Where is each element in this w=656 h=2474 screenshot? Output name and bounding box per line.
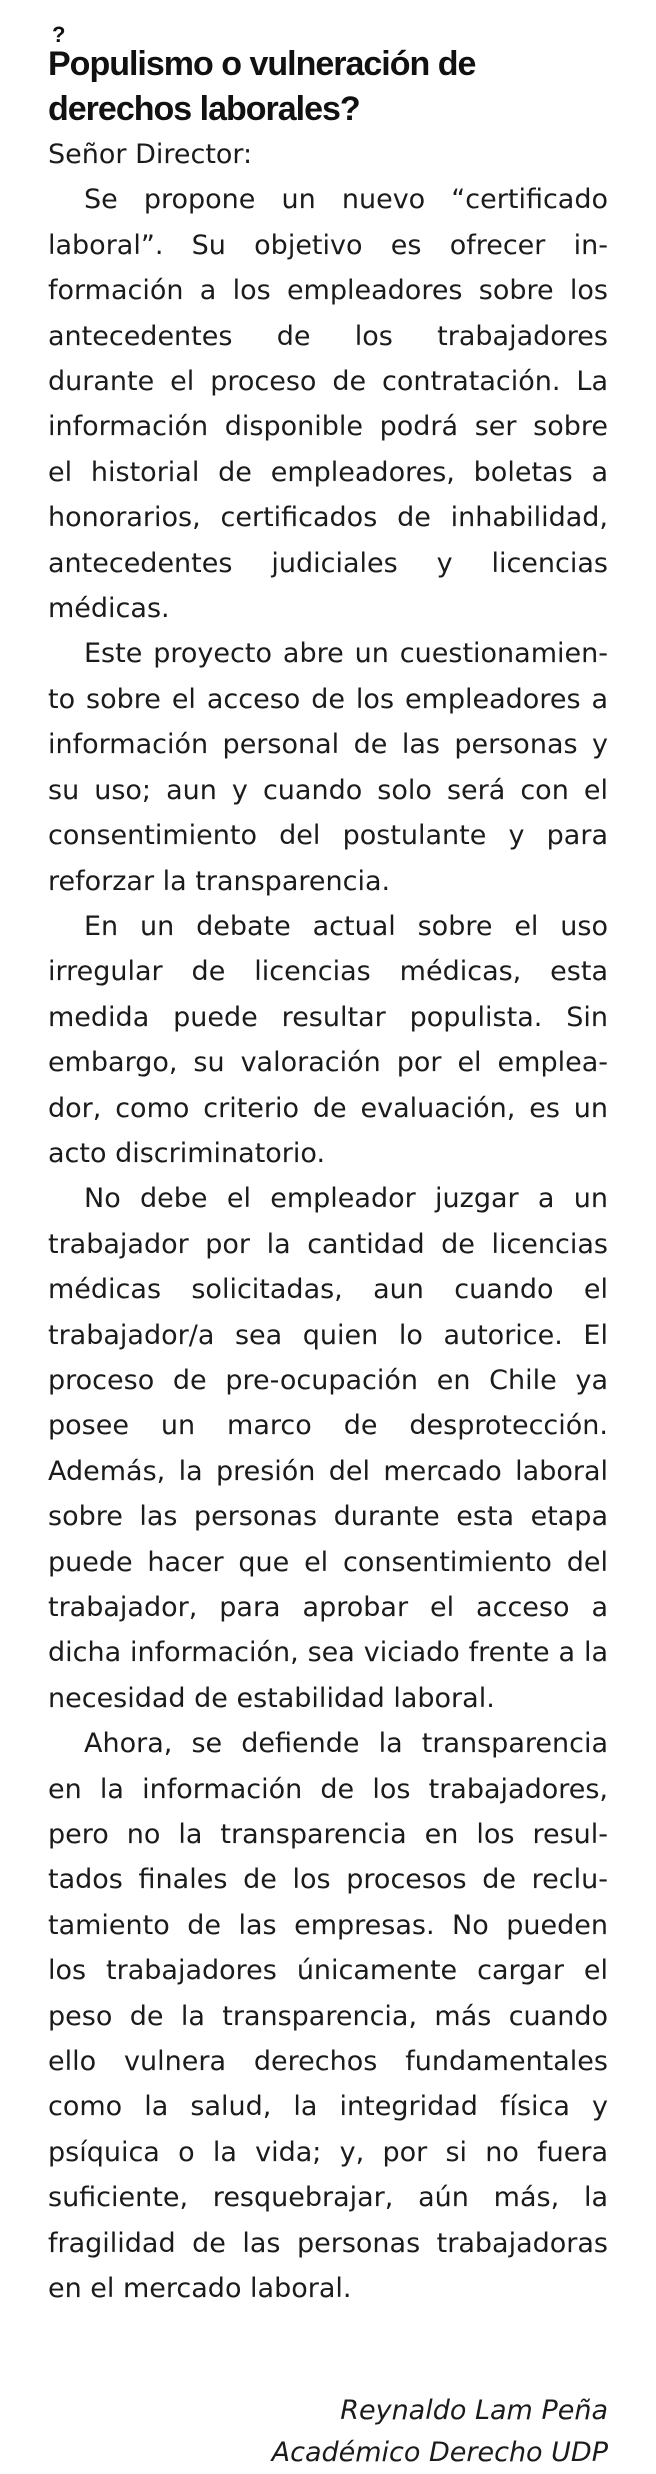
letter-title [48,22,608,132]
title-question-mark: ? [52,22,65,47]
paragraph-1: Se propone un nuevo “certificado laboral”. Su objetivo es ofrecer información a los empleadores sobre los antecedentes de los trabajadores durante el proceso de contratación. La información disponible podrá ser sobre el historial de empleadores, boletas a honorarios, certificados de inhabilidad, antecedentes judiciales y licencias médicas. [48,184,608,625]
paragraph-2: Este proyecto abre un cuestionamiento sobre el acceso de los empleadores a información personal de las personas y su uso; aun y cuando solo será con el consentimiento del postulante y para reforzar la transparencia. [48,638,608,897]
paragraph-3: En un debate actual sobre el uso irregular de licencias médicas, esta medida puede resultar populista. Sin embargo, su valoración por el empleador, como criterio de evaluación, es un acto discriminatorio. [48,910,608,1169]
author-name: Reynaldo Lam Peña [340,2394,608,2426]
signature-block [48,2390,608,2474]
paragraph-5: Ahora, se defiende la transparencia en la información de los trabajadores, pero no la transparencia en los resultados finales de los procesos de reclutamiento de las empresas. No pueden los trabajadores únicamente cargar el peso de la transparencia, más cuando ello vulnera derechos fundamentales como la salud, la integridad física y psíquica o la vida; y, por si no fuera suficiente, resquebrajar, aún más, la fragilidad de las personas trabajadoras en el mercado laboral. [48,1728,608,2305]
letter-title-text: Populismo o vulneración de derechos laborales? [48,45,476,128]
letter-to-editor [48,22,608,2474]
paragraph-4: No debe el empleador juzgar a un trabajador por la cantidad de licencias médicas solicitadas, aun cuando el trabajador/a sea quien lo autorice. El proceso de pre-ocupación en Chile ya posee un marco de desprotección. Además, la presión del mercado laboral sobre las personas durante esta etapa puede hacer que el consentimiento del trabajador, para aprobar el acceso a dicha información, sea viciado frente a la necesidad de estabilidad laboral. [48,1183,608,1714]
letter-body [48,132,608,2312]
author-role: Académico Derecho UDP [271,2436,608,2468]
salutation: Señor Director: [48,139,253,170]
